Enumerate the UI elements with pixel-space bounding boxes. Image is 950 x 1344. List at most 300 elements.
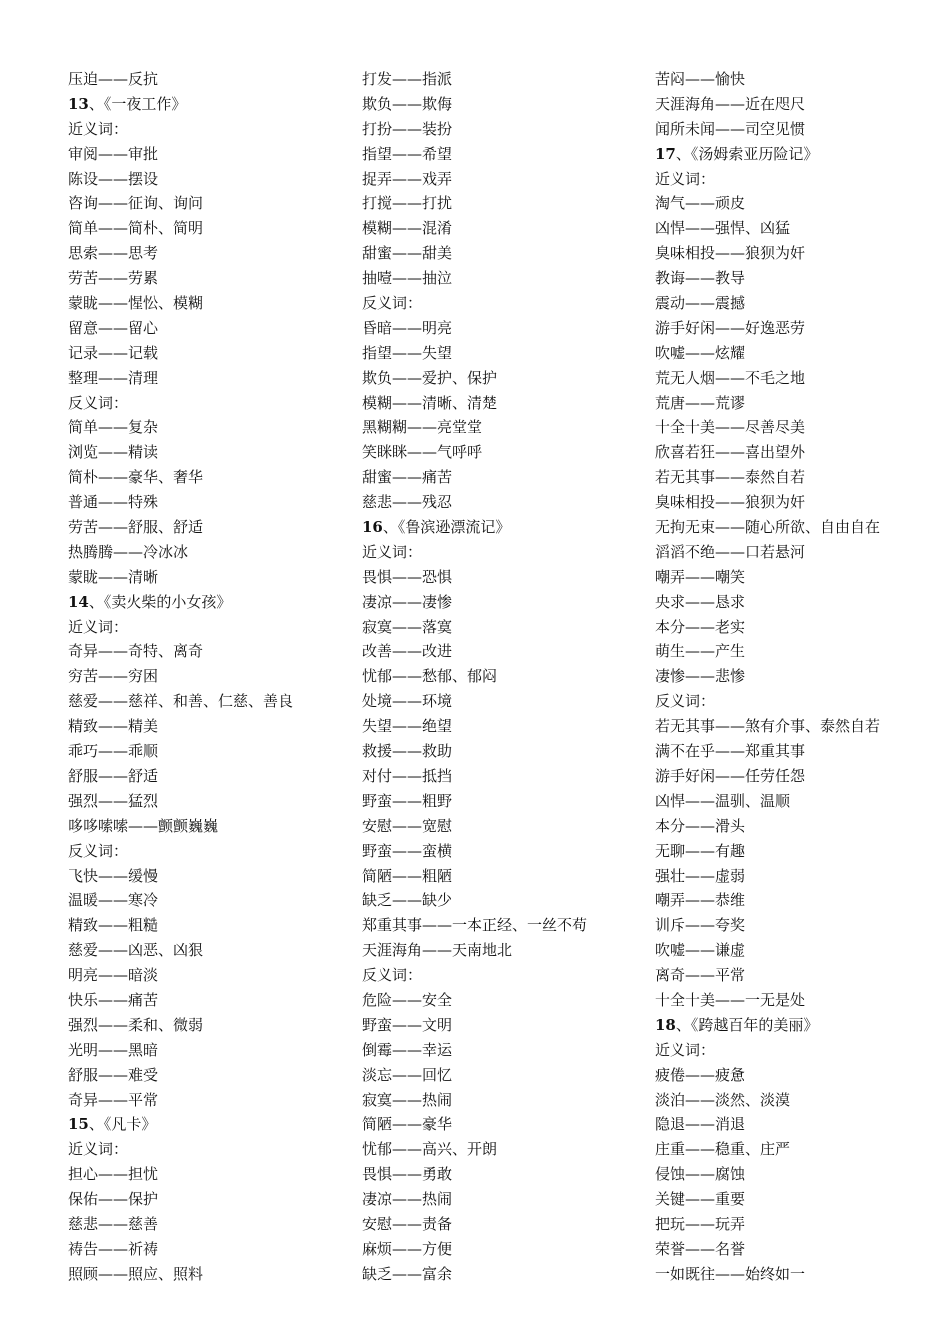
line-text: 凄惨——悲惨 [655, 667, 746, 686]
line-text: 慈爱——凶恶、凶狠 [68, 941, 204, 960]
word-pair-line [68, 988, 358, 1013]
line-text: 精致——精美 [68, 717, 159, 736]
word-pair-line [68, 913, 358, 938]
lesson-number: 14 [68, 592, 89, 611]
line-text: 萌生——产生 [655, 642, 746, 661]
word-pair-line [655, 1063, 940, 1088]
word-pair-line [655, 1038, 940, 1063]
word-pair-line [362, 67, 652, 92]
line-text: 游手好闲——任劳任怨 [655, 766, 806, 785]
word-pair-line [362, 839, 652, 864]
word-pair-line [362, 1137, 652, 1162]
line-text: 反义词： [362, 294, 423, 313]
line-text: 慈悲——慈善 [68, 1214, 159, 1233]
word-pair-line [68, 117, 358, 142]
line-text: 慈爱——慈祥、和善、仁慈、善良 [68, 692, 294, 711]
line-text: 央求——恳求 [655, 592, 746, 611]
lesson-title: 、《汤姆索亚历险记》 [675, 144, 819, 163]
line-text: 思索——思考 [68, 244, 159, 263]
word-pair-line [655, 1212, 940, 1237]
word-pair-line [68, 963, 358, 988]
word-pair-line [68, 391, 358, 416]
line-text: 游手好闲——好逸恶劳 [655, 318, 806, 337]
word-pair-line [655, 465, 940, 490]
word-pair-line [655, 391, 940, 416]
word-pair-line [68, 739, 358, 764]
word-pair-line [68, 67, 358, 92]
word-pair-line [68, 1063, 358, 1088]
line-text: 忧郁——愁郁、郁闷 [362, 667, 498, 686]
word-pair-line [68, 191, 358, 216]
line-text: 欺负——欺侮 [362, 94, 453, 113]
word-pair-line [655, 988, 940, 1013]
line-text: 野蛮——文明 [362, 1015, 453, 1034]
line-text: 黑糊糊——亮堂堂 [362, 418, 483, 437]
word-pair-line [68, 864, 358, 889]
line-text: 捉弄——戏弄 [362, 169, 453, 188]
word-pair-line [362, 191, 652, 216]
line-text: 一如既往——始终如一 [655, 1264, 806, 1283]
line-text: 忧郁——高兴、开朗 [362, 1140, 498, 1159]
line-text: 淡泊——淡然、淡漠 [655, 1090, 791, 1109]
line-text: 把玩——玩弄 [655, 1214, 746, 1233]
word-pair-line [362, 1112, 652, 1137]
word-pair-line [362, 639, 652, 664]
word-pair-line [362, 938, 652, 963]
word-pair-line [655, 216, 940, 241]
word-pair-line [362, 590, 652, 615]
line-text: 打搅——打扰 [362, 194, 453, 213]
line-text: 失望——绝望 [362, 717, 453, 736]
word-pair-line [655, 540, 940, 565]
line-text: 飞快——缓慢 [68, 866, 159, 885]
word-pair-line [655, 664, 940, 689]
word-pair-line [362, 341, 652, 366]
line-text: 担心——担忧 [68, 1165, 159, 1184]
word-pair-line [362, 415, 652, 440]
line-text: 若无其事——煞有介事、泰然自若 [655, 717, 881, 736]
line-text: 隐退——消退 [655, 1115, 746, 1134]
line-text: 十全十美——一无是处 [655, 990, 806, 1009]
word-pair-line [68, 1212, 358, 1237]
lesson-number: 16 [362, 518, 383, 537]
word-pair-line [68, 565, 358, 590]
word-pair-line [68, 465, 358, 490]
word-pair-line [362, 490, 652, 515]
word-pair-line [362, 888, 652, 913]
word-pair-line [655, 639, 940, 664]
line-text: 臭味相投——狼狈为奸 [655, 244, 806, 263]
line-text: 打扮——装扮 [362, 119, 453, 138]
word-pair-line [68, 490, 358, 515]
line-text: 离奇——平常 [655, 966, 746, 985]
word-pair-line [655, 963, 940, 988]
line-text: 笑眯眯——气呼呼 [362, 443, 483, 462]
word-pair-line [655, 565, 940, 590]
line-text: 嘲弄——嘲笑 [655, 567, 746, 586]
word-pair-line [655, 888, 940, 913]
word-pair-line [362, 739, 652, 764]
line-text: 乖巧——乖顺 [68, 742, 159, 761]
word-pair-line [68, 814, 358, 839]
line-text: 明亮——暗淡 [68, 966, 159, 985]
word-pair-line [362, 615, 652, 640]
column-1 [68, 67, 358, 1287]
line-text: 甜蜜——甜美 [362, 244, 453, 263]
line-text: 关键——重要 [655, 1190, 746, 1209]
line-text: 寂寞——落寞 [362, 617, 453, 636]
line-text: 淘气——顽皮 [655, 194, 746, 213]
line-text: 近义词： [68, 119, 129, 138]
word-pair-line [655, 366, 940, 391]
word-pair-line [362, 1262, 652, 1287]
line-text: 模糊——混淆 [362, 219, 453, 238]
word-pair-line [655, 1137, 940, 1162]
lesson-title: 、《凡卡》 [88, 1115, 157, 1134]
line-text: 若无其事——泰然自若 [655, 468, 806, 487]
line-text: 简单——复杂 [68, 418, 159, 437]
word-pair-line [655, 590, 940, 615]
line-text: 反义词： [362, 966, 423, 985]
word-pair-line [655, 266, 940, 291]
line-text: 嘲弄——恭维 [655, 891, 746, 910]
line-text: 快乐——痛苦 [68, 990, 159, 1009]
line-text: 庄重——稳重、庄严 [655, 1140, 791, 1159]
line-text: 欺负——爱护、保护 [362, 368, 498, 387]
word-pair-line [68, 615, 358, 640]
line-text: 审阅——审批 [68, 144, 159, 163]
word-pair-line [68, 1237, 358, 1262]
lesson-heading [68, 590, 358, 615]
line-text: 照顾——照应、照料 [68, 1264, 204, 1283]
line-text: 臭味相投——狼狈为奸 [655, 493, 806, 512]
lesson-heading [655, 142, 940, 167]
line-text: 蒙眬——清晰 [68, 567, 159, 586]
line-text: 劳苦——舒服、舒适 [68, 518, 204, 537]
word-pair-line [68, 639, 358, 664]
line-text: 保佑——保护 [68, 1190, 159, 1209]
line-text: 对付——抵挡 [362, 766, 453, 785]
word-pair-line [655, 714, 940, 739]
line-text: 压迫——反抗 [68, 70, 159, 88]
lesson-title: 、《鲁滨逊漂流记》 [382, 518, 511, 537]
line-text: 近义词： [68, 1140, 129, 1159]
line-text: 麻烦——方便 [362, 1239, 453, 1258]
line-text: 强烈——猛烈 [68, 791, 159, 810]
line-text: 陈设——摆设 [68, 169, 159, 188]
word-pair-line [655, 117, 940, 142]
lesson-heading [68, 1112, 358, 1137]
line-text: 甜蜜——痛苦 [362, 468, 453, 487]
word-pair-line [362, 465, 652, 490]
word-pair-line [362, 1162, 652, 1187]
word-pair-line [655, 92, 940, 117]
line-text: 强壮——虚弱 [655, 866, 746, 885]
word-pair-line [655, 241, 940, 266]
line-text: 精致——粗糙 [68, 916, 159, 935]
lesson-title: 、《跨越百年的美丽》 [675, 1015, 819, 1034]
line-text: 舒服——难受 [68, 1065, 159, 1084]
word-pair-line [68, 167, 358, 192]
line-text: 安慰——宽慰 [362, 816, 453, 835]
line-text: 倒霉——幸运 [362, 1040, 453, 1059]
word-pair-line [655, 67, 940, 92]
word-pair-line [362, 216, 652, 241]
word-pair-line [68, 291, 358, 316]
word-pair-line [655, 913, 940, 938]
line-text: 昏暗——明亮 [362, 318, 453, 337]
word-pair-line [362, 167, 652, 192]
line-text: 欣喜若狂——喜出望外 [655, 443, 806, 462]
line-text: 近义词： [655, 169, 716, 188]
line-text: 祷告——祈祷 [68, 1239, 159, 1258]
line-text: 寂寞——热闹 [362, 1090, 453, 1109]
line-text: 缺乏——缺少 [362, 891, 453, 910]
word-pair-line [68, 938, 358, 963]
line-text: 改善——改进 [362, 642, 453, 661]
line-text: 疲倦——疲惫 [655, 1065, 746, 1084]
line-text: 劳苦——劳累 [68, 269, 159, 288]
line-text: 畏惧——恐惧 [362, 567, 453, 586]
word-pair-line [362, 1088, 652, 1113]
word-pair-line [655, 515, 940, 540]
line-text: 安慰——责备 [362, 1214, 453, 1233]
line-text: 反义词： [68, 393, 129, 412]
line-text: 反义词： [655, 692, 716, 711]
line-text: 处境——环境 [362, 692, 453, 711]
word-pair-line [362, 266, 652, 291]
word-pair-line [68, 1137, 358, 1162]
line-text: 畏惧——勇敢 [362, 1165, 453, 1184]
line-text: 整理——清理 [68, 368, 159, 387]
word-pair-line [655, 440, 940, 465]
lesson-heading [362, 515, 652, 540]
word-pair-line [362, 440, 652, 465]
word-pair-line [655, 739, 940, 764]
line-text: 本分——滑头 [655, 816, 746, 835]
word-pair-line [655, 1088, 940, 1113]
line-text: 简单——简朴、简明 [68, 219, 204, 238]
line-text: 野蛮——蛮横 [362, 841, 453, 860]
line-text: 近义词： [655, 1040, 716, 1059]
word-pair-line [655, 938, 940, 963]
word-pair-line [68, 266, 358, 291]
line-text: 舒服——舒适 [68, 766, 159, 785]
line-text: 无聊——有趣 [655, 841, 746, 860]
word-pair-line [362, 391, 652, 416]
word-pair-line [655, 415, 940, 440]
lesson-number: 17 [655, 144, 676, 163]
word-pair-line [655, 764, 940, 789]
line-text: 凶悍——温驯、温顺 [655, 791, 791, 810]
line-text: 荣誉——名誉 [655, 1239, 746, 1258]
lesson-title: 、《卖火柴的小女孩》 [88, 592, 232, 611]
word-pair-line [362, 241, 652, 266]
word-pair-line [655, 316, 940, 341]
lesson-number: 15 [68, 1115, 89, 1134]
word-pair-line [68, 440, 358, 465]
line-text: 滔滔不绝——口若悬河 [655, 542, 806, 561]
line-text: 凄凉——凄惨 [362, 592, 453, 611]
line-text: 温暖——寒冷 [68, 891, 159, 910]
word-pair-line [362, 1063, 652, 1088]
line-text: 教诲——教导 [655, 269, 746, 288]
word-pair-line [655, 1162, 940, 1187]
line-text: 天涯海角——天南地北 [362, 941, 513, 960]
word-pair-line [655, 1262, 940, 1287]
line-text: 荒无人烟——不毛之地 [655, 368, 806, 387]
line-text: 吹嘘——谦虚 [655, 941, 746, 960]
word-pair-line [655, 1187, 940, 1212]
line-text: 强烈——柔和、微弱 [68, 1015, 204, 1034]
word-pair-line [68, 540, 358, 565]
word-pair-line [362, 565, 652, 590]
word-pair-line [362, 864, 652, 889]
line-text: 模糊——清晰、清楚 [362, 393, 498, 412]
line-text: 打发——指派 [362, 70, 453, 88]
line-text: 本分——老实 [655, 617, 746, 636]
line-text: 近义词： [68, 617, 129, 636]
word-pair-line [362, 963, 652, 988]
word-pair-line [362, 913, 652, 938]
word-pair-line [655, 167, 940, 192]
word-pair-line [68, 216, 358, 241]
line-text: 热腾腾——冷冰冰 [68, 542, 189, 561]
line-text: 慈悲——残忍 [362, 493, 453, 512]
line-text: 危险——安全 [362, 990, 453, 1009]
line-text: 荒唐——荒谬 [655, 393, 746, 412]
line-text: 反义词： [68, 841, 129, 860]
column-2 [362, 67, 652, 1287]
word-pair-line [655, 490, 940, 515]
word-pair-line [362, 1187, 652, 1212]
word-pair-line [362, 142, 652, 167]
line-text: 吹嘘——炫耀 [655, 343, 746, 362]
word-pair-line [68, 1162, 358, 1187]
word-pair-line [655, 191, 940, 216]
line-text: 留意——留心 [68, 318, 159, 337]
line-text: 简朴——豪华、奢华 [68, 468, 204, 487]
line-text: 苦闷——愉快 [655, 70, 746, 88]
line-text: 十全十美——尽善尽美 [655, 418, 806, 437]
word-pair-line [362, 291, 652, 316]
line-text: 穷苦——穷困 [68, 667, 159, 686]
word-pair-line [362, 366, 652, 391]
word-pair-line [362, 540, 652, 565]
line-text: 蒙眬——惺忪、模糊 [68, 294, 204, 313]
line-text: 咨询——征询、询问 [68, 194, 204, 213]
word-pair-line [68, 789, 358, 814]
word-pair-line [68, 341, 358, 366]
word-pair-line [362, 789, 652, 814]
word-pair-line [655, 789, 940, 814]
word-pair-line [362, 689, 652, 714]
word-pair-line [362, 117, 652, 142]
word-pair-line [68, 1013, 358, 1038]
word-pair-line [68, 689, 358, 714]
line-text: 近义词： [362, 542, 423, 561]
word-pair-line [655, 615, 940, 640]
line-text: 侵蚀——腐蚀 [655, 1165, 746, 1184]
lesson-number: 18 [655, 1015, 676, 1034]
line-text: 指望——失望 [362, 343, 453, 362]
word-pair-line [68, 316, 358, 341]
word-pair-line [362, 92, 652, 117]
line-text: 凄凉——热闹 [362, 1190, 453, 1209]
word-pair-line [68, 366, 358, 391]
word-pair-line [362, 714, 652, 739]
word-pair-line [362, 664, 652, 689]
line-text: 训斥——夸奖 [655, 916, 746, 935]
line-text: 天涯海角——近在咫尺 [655, 94, 806, 113]
line-text: 简陋——粗陋 [362, 866, 453, 885]
word-pair-line [68, 515, 358, 540]
lesson-heading [68, 92, 358, 117]
line-text: 郑重其事——一本正经、一丝不苟 [362, 916, 588, 935]
word-pair-line [68, 1088, 358, 1113]
word-pair-line [655, 1112, 940, 1137]
word-pair-line [655, 814, 940, 839]
lesson-title: 、《一夜工作》 [88, 94, 187, 113]
word-pair-line [362, 764, 652, 789]
lesson-heading [655, 1013, 940, 1038]
word-pair-line [655, 291, 940, 316]
word-pair-line [362, 1013, 652, 1038]
word-pair-line [362, 1237, 652, 1262]
word-pair-line [655, 839, 940, 864]
line-text: 简陋——豪华 [362, 1115, 453, 1134]
word-pair-line [655, 864, 940, 889]
word-pair-line [655, 689, 940, 714]
line-text: 凶悍——强悍、凶猛 [655, 219, 791, 238]
line-text: 震动——震撼 [655, 294, 746, 313]
word-pair-line [655, 1237, 940, 1262]
word-pair-line [68, 839, 358, 864]
word-pair-line [68, 1038, 358, 1063]
word-pair-line [68, 1187, 358, 1212]
word-pair-line [655, 341, 940, 366]
line-text: 奇异——平常 [68, 1090, 159, 1109]
word-pair-line [68, 142, 358, 167]
line-text: 无拘无束——随心所欲、自由自在 [655, 518, 881, 537]
line-text: 救援——救助 [362, 742, 453, 761]
column-3 [655, 67, 940, 1287]
word-pair-line [362, 316, 652, 341]
word-pair-line [68, 664, 358, 689]
word-pair-line [68, 714, 358, 739]
line-text: 满不在乎——郑重其事 [655, 742, 806, 761]
line-text: 指望——希望 [362, 144, 453, 163]
word-pair-line [68, 888, 358, 913]
line-text: 奇异——奇特、离奇 [68, 642, 204, 661]
line-text: 浏览——精读 [68, 443, 159, 462]
line-text: 野蛮——粗野 [362, 791, 453, 810]
line-text: 光明——黑暗 [68, 1040, 159, 1059]
word-pair-line [362, 988, 652, 1013]
word-pair-line [362, 1212, 652, 1237]
line-text: 记录——记载 [68, 343, 159, 362]
word-pair-line [68, 241, 358, 266]
word-pair-line [68, 1262, 358, 1287]
lesson-number: 13 [68, 94, 89, 113]
word-pair-line [68, 415, 358, 440]
line-text: 闻所未闻——司空见惯 [655, 119, 806, 138]
word-pair-line [68, 764, 358, 789]
word-pair-line [362, 814, 652, 839]
line-text: 缺乏——富余 [362, 1264, 453, 1283]
word-pair-line [362, 1038, 652, 1063]
line-text: 哆哆嗦嗦——颤颤巍巍 [68, 816, 219, 835]
